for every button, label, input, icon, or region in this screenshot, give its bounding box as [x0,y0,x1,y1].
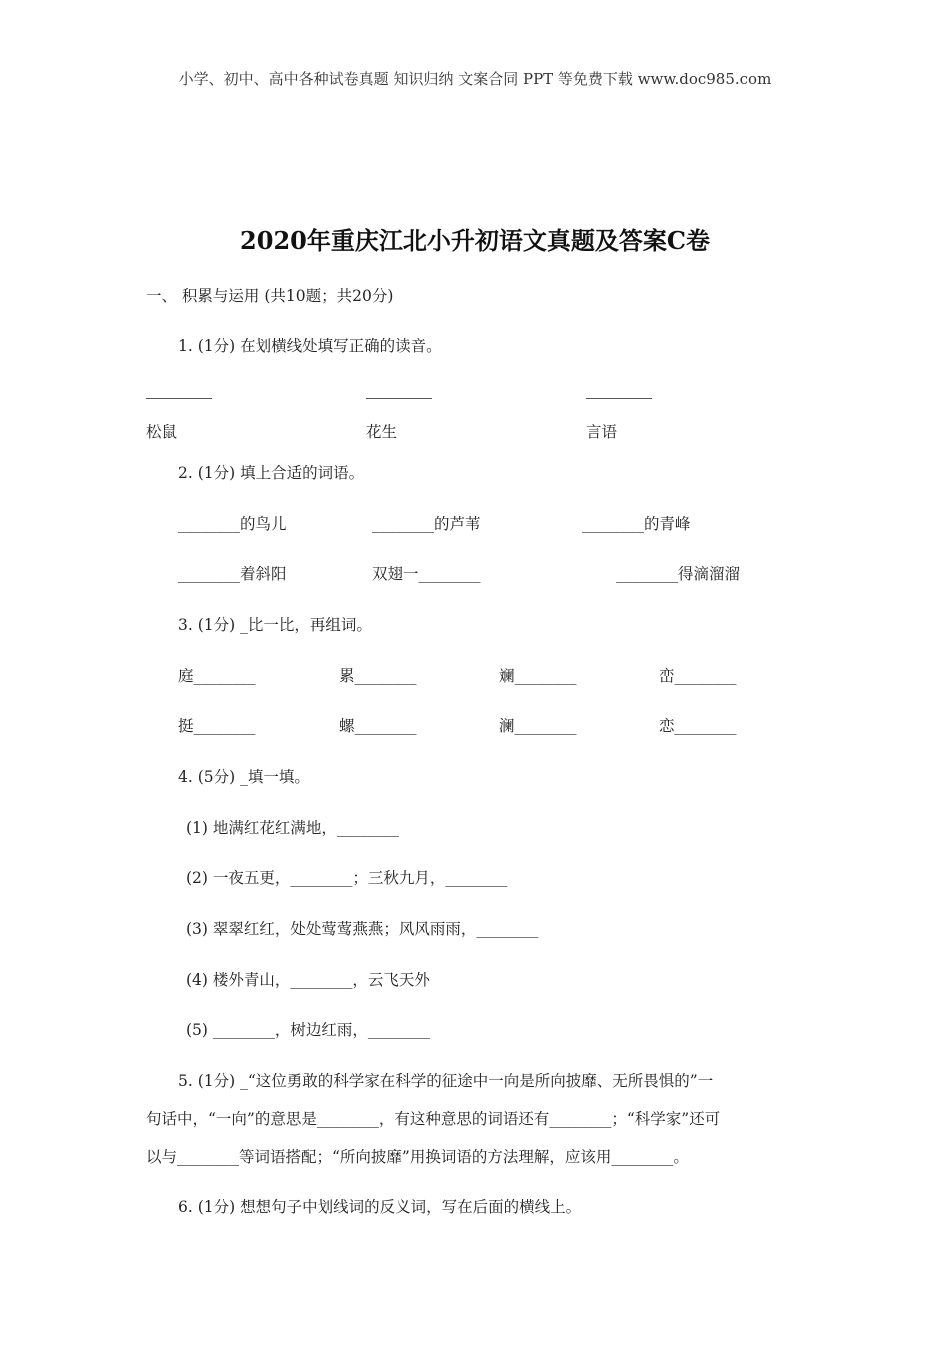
q2-item[interactable]: ________的芦苇 [372,515,481,533]
q1-word: 言语 [586,423,618,441]
question-1-stem: 1. (1分) 在划横线处填写正确的读音。 [178,337,442,355]
q1-answer-blank[interactable] [146,398,212,399]
q2-item[interactable]: ________的鸟儿 [178,515,287,533]
q1-answer-blank[interactable] [586,398,652,399]
q3-item[interactable]: 峦________ [659,667,737,685]
q3-item[interactable]: 累________ [339,667,417,685]
q1-answer-blank[interactable] [366,398,432,399]
q3-item[interactable]: 挺________ [178,717,256,735]
q4-line[interactable]: (5) ________，树边红雨，________ [186,1021,430,1039]
q3-item[interactable]: 斓________ [499,667,577,685]
q4-line[interactable]: (4) 楼外青山，________，云飞天外 [186,971,430,989]
q4-line[interactable]: (3) 翠翠红红，处处莺莺燕燕；风风雨雨，________ [186,920,539,938]
q4-line[interactable]: (2) 一夜五更，________；三秋九月，________ [186,869,508,887]
q3-item[interactable]: 螺________ [339,717,417,735]
q3-item[interactable]: 恋________ [659,717,737,735]
question-4-stem: 4. (5分) _填一填。 [178,768,310,786]
section-heading: 一、 积累与运用 (共10题；共20分) [146,287,394,305]
q3-item[interactable]: 澜________ [499,717,577,735]
question-2-stem: 2. (1分) 填上合适的词语。 [178,464,365,482]
q2-item[interactable]: ________得滴溜溜 [616,565,741,583]
question-5-line[interactable]: 以与________等词语搭配；“所向披靡”用换词语的方法理解，应该用________。 [146,1148,689,1166]
page-title: 2020年重庆江北小升初语文真题及答案C卷 [240,226,710,255]
question-3-stem: 3. (1分) _比一比，再组词。 [178,616,372,634]
question-5-line: 5. (1分) _“这位勇敢的科学家在科学的征途中一向是所向披靡、无所畏惧的”一 [178,1072,714,1090]
q2-item[interactable]: 双翅一________ [372,565,481,583]
q2-item[interactable]: ________的青峰 [582,515,691,533]
q1-word: 花生 [366,423,398,441]
q1-word: 松鼠 [146,423,178,441]
page-header: 小学、初中、高中各种试卷真题 知识归纳 文案合同 PPT 等免费下载 www.doc985.com [178,70,772,88]
q3-item[interactable]: 庭________ [178,667,256,685]
q2-item[interactable]: ________着斜阳 [178,565,287,583]
question-5-line[interactable]: 句话中，“一向”的意思是________，有这种意思的词语还有________；“科学家”还可 [146,1110,721,1128]
q4-line[interactable]: (1) 地满红花红满地，________ [186,819,399,837]
question-6-stem: 6. (1分) 想想句子中划线词的反义词，写在后面的横线上。 [178,1198,582,1216]
